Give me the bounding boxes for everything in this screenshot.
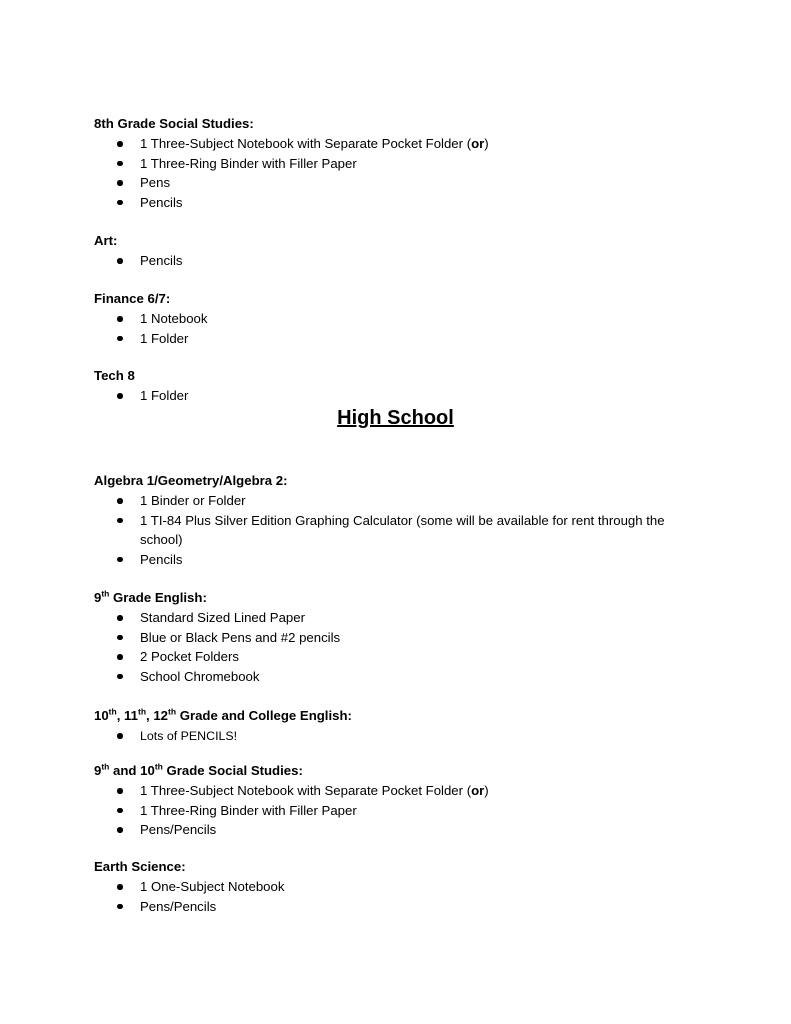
list-item-text xyxy=(140,608,700,628)
list-item xyxy=(94,173,734,193)
list-item xyxy=(94,251,734,271)
section-art xyxy=(94,231,734,271)
item-text-segment: 1 Three-Subject Notebook with Separate Pocket Folder ( xyxy=(140,136,472,151)
list-item xyxy=(94,726,734,747)
list-item-text xyxy=(140,727,700,747)
list-item-text xyxy=(140,781,700,801)
ordinal-suffix: th xyxy=(101,761,110,772)
list-item xyxy=(94,628,734,648)
supply-list xyxy=(94,608,734,686)
list-item-text xyxy=(140,309,700,329)
list-item xyxy=(94,877,734,897)
list-item-text xyxy=(140,820,700,840)
item-text-segment: 1 Folder xyxy=(140,388,189,403)
heading-text: Grade and College English: xyxy=(176,708,352,723)
emphasis-text: or xyxy=(471,136,485,151)
list-item-text xyxy=(140,897,700,917)
item-text-segment: School Chromebook xyxy=(140,668,260,684)
item-text-segment: Standard Sized Lined Paper xyxy=(140,610,305,625)
supply-list xyxy=(94,491,734,569)
supply-list xyxy=(94,134,734,212)
page-title: High School xyxy=(337,407,454,429)
list-item xyxy=(94,511,734,550)
item-text-segment: Pens/Pencils xyxy=(140,822,217,838)
ordinal-suffix: th xyxy=(168,706,177,717)
item-text-segment: ) xyxy=(484,136,489,151)
section-algebra-1-geometry-algebra-2 xyxy=(94,471,734,569)
section-heading xyxy=(94,761,734,781)
list-item-text xyxy=(140,491,700,511)
supply-list xyxy=(94,877,734,916)
section-earth-science xyxy=(94,857,734,916)
supply-list xyxy=(94,251,734,271)
heading-text: 9 xyxy=(94,590,102,605)
list-item-text xyxy=(140,511,700,550)
supply-list xyxy=(94,386,734,406)
item-text-segment: 1 Three-Subject Notebook with Separate Pocket Folder ( xyxy=(140,783,472,798)
list-item xyxy=(94,647,734,667)
item-text-segment: 1 Three-Ring Binder with Filler Paper xyxy=(140,155,357,171)
emphasis-text: or xyxy=(471,783,485,798)
section-heading: Earth Science: xyxy=(94,859,186,874)
list-item-text xyxy=(140,329,700,349)
list-item xyxy=(94,309,734,329)
list-item xyxy=(94,801,734,821)
item-text-segment: 1 Notebook xyxy=(140,311,208,326)
list-item-text xyxy=(140,647,700,667)
item-text-segment: Pencils xyxy=(140,194,183,210)
list-item-text xyxy=(140,801,700,821)
item-text-segment: Pens/Pencils xyxy=(140,898,217,914)
heading-text: 9 xyxy=(94,763,102,778)
list-item xyxy=(94,897,734,917)
section-heading: 8th Grade Social Studies: xyxy=(94,116,254,131)
list-item-text xyxy=(140,877,700,897)
supply-list xyxy=(94,726,734,747)
list-item-text xyxy=(140,386,700,406)
section-9th-grade-english xyxy=(94,588,734,686)
list-item xyxy=(94,491,734,511)
section-heading xyxy=(94,706,734,726)
list-item-text xyxy=(140,667,700,687)
item-text-segment: Pencils xyxy=(140,551,183,567)
item-text-segment: Pens xyxy=(140,175,171,191)
item-text-segment: 1 Three-Ring Binder with Filler Paper xyxy=(140,802,357,818)
section-heading xyxy=(94,588,734,608)
item-text-segment: 1 Folder xyxy=(140,330,189,346)
item-text-segment: 2 Pocket Folders xyxy=(140,649,239,665)
section-tech-8 xyxy=(94,366,734,406)
list-item-text xyxy=(140,154,700,174)
section-heading: Finance 6/7: xyxy=(94,291,171,306)
list-item-text xyxy=(140,251,700,271)
list-item xyxy=(94,329,734,349)
list-item xyxy=(94,386,734,406)
list-item xyxy=(94,154,734,174)
section-10th-11th-12th-grade-and-college-english xyxy=(94,706,734,747)
list-item xyxy=(94,820,734,840)
section-finance-6-7 xyxy=(94,289,734,348)
ordinal-suffix: th xyxy=(154,761,163,772)
list-item xyxy=(94,550,734,570)
item-text-segment: 1 Binder or Folder xyxy=(140,493,246,508)
supply-list xyxy=(94,309,734,348)
list-item-text xyxy=(140,628,700,648)
item-text-segment: 1 TI-84 Plus Silver Edition Graphing Calculator (some will be available for rent through the school) xyxy=(140,512,665,548)
heading-text: and 10 xyxy=(109,763,155,778)
list-item xyxy=(94,667,734,687)
ordinal-suffix: th xyxy=(101,588,110,599)
list-item xyxy=(94,781,734,801)
heading-text: , 12 xyxy=(146,708,169,723)
list-item-text xyxy=(140,193,700,213)
item-text-segment: 1 One-Subject Notebook xyxy=(140,879,285,894)
item-text-segment: Lots of PENCILS! xyxy=(140,729,238,743)
ordinal-suffix: th xyxy=(137,706,147,717)
list-item xyxy=(94,134,734,154)
list-item-text xyxy=(140,550,700,570)
item-text-segment: Pencils xyxy=(140,253,183,268)
list-item xyxy=(94,608,734,628)
item-text-segment: Blue or Black Pens and #2 pencils xyxy=(140,629,341,645)
heading-text: , 11 xyxy=(116,708,138,723)
heading-text: Grade English: xyxy=(109,590,207,605)
section-heading: Algebra 1/Geometry/Algebra 2: xyxy=(94,473,288,488)
list-item-text xyxy=(140,173,700,193)
heading-text: Grade Social Studies: xyxy=(162,763,303,778)
heading-text: 10 xyxy=(94,708,109,723)
section-8th-grade-social-studies xyxy=(94,114,734,212)
list-item-text xyxy=(140,134,700,154)
section-heading: Tech 8 xyxy=(94,368,135,383)
section-9th-and-10th-grade-social-studies xyxy=(94,761,734,840)
item-text-segment: ) xyxy=(484,783,489,798)
supply-list xyxy=(94,781,734,840)
ordinal-suffix: th xyxy=(108,706,117,717)
list-item xyxy=(94,193,734,213)
section-heading: Art: xyxy=(94,233,118,248)
